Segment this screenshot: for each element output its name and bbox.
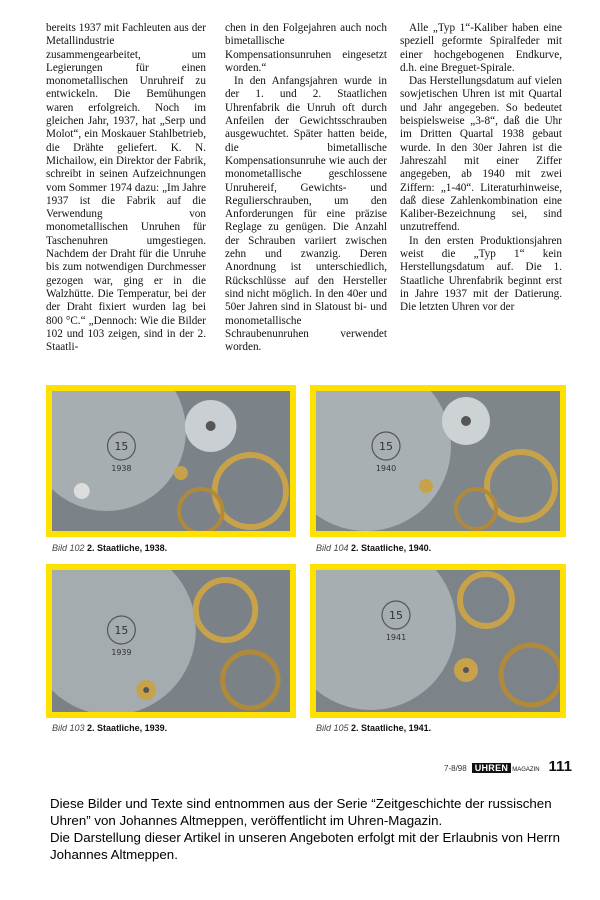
figure-number: Bild 105 [316, 723, 349, 733]
watch-movement-image [52, 570, 290, 712]
page-number: 111 [548, 758, 572, 775]
figure-number: Bild 104 [316, 543, 349, 553]
article-paragraph: chen in den Folgejahren auch noch bimetallische Kompensationsunruhen eingesetzt worden.“ [225, 22, 387, 74]
note-line: Die Darstellung dieser Artikel in unseren Angeboten erfolgt mit der Erlaubnis von Herrn Johannes Altmeppen. [50, 830, 560, 862]
article-paragraph: Das Herstellungsdatum auf vielen sowjetischen Uhren ist mit Quartal und Jahr angegeben. So bedeutet beispielsweise „3-8“, daß die Uhr im Dritten Quartal 1938 gebaut wurde. In den 30er Jahren ist die Jahreszahl mit einer Ziffer angegeben, ab 1940 mit zwei Ziffern: „1-40“. Literaturhinweise, daß diese Zahlenkombination eine Kaliber-Bezeichnung sei, sind unzutreffend. [400, 75, 562, 234]
article-column-1 [46, 22, 206, 354]
article-paragraph: In den ersten Produktionsjahren weist die „Typ 1“ kein Herstellungsdatum auf. Die 1. Staatliche Uhrenfabrik beginnt erst in Jahre 1937 mit der Datierung. Die letzten Uhren vor der [400, 234, 562, 314]
photo-bild-104 [310, 385, 566, 537]
caption-bild-102 [52, 543, 167, 553]
page-footer [444, 758, 572, 775]
figure-caption: 2. Staatliche, 1940. [351, 543, 432, 553]
figure-caption: 2. Staatliche, 1938. [87, 543, 168, 553]
svg-text:15: 15 [379, 440, 393, 453]
figure-number: Bild 102 [52, 543, 85, 553]
magazine-logo-suffix: MAGAZIN [512, 767, 540, 773]
stamp-year: 1941 [385, 633, 407, 642]
caption-bild-103 [52, 723, 167, 733]
article-column-2 [225, 22, 387, 354]
figure-caption: 2. Staatliche, 1939. [87, 723, 168, 733]
caption-bild-104 [316, 543, 431, 553]
magazine-logo: UHREN [472, 763, 512, 773]
attribution-note [50, 795, 570, 863]
photo-bild-103 [46, 564, 296, 718]
article-paragraph: Alle „Typ 1“-Kaliber haben eine speziell geformte Spiralfeder mit einer hochgebogenen Endkurve, d.h. eine Breguet-Spirale. [400, 22, 562, 74]
watch-movement-image [316, 391, 560, 531]
svg-text:15: 15 [114, 439, 129, 454]
watch-movement-image [52, 391, 290, 531]
stamp-year: 1938 [111, 463, 132, 474]
article-paragraph: In den Anfangsjahren wurde in der 1. und 2. Staatlichen Uhrenfabrik die Unruh oft durch Anfeilen der Gewichtsschrauben ausgewuchtet. Später hatten beide, die bimetallische Kompensationsunruhe wie auch der monometallische geschlossene Unruhereif, Gewichts- und Regulierschrauben, um den Anforderungen für eine präzise Reglage zu genügen. Die Anzahl der Schrauben variiert zwischen zehn und zwanzig. Deren Anordnung ist unterschiedlich, Rückschlüsse auf den Hersteller sind nicht möglich. In den 40er und 50er Jahren sind in Slatoust bi- und monometallische Schraubenunruhen verwendet worden. [225, 75, 387, 354]
stamp-year: 1940 [375, 464, 397, 473]
caption-bild-105 [316, 723, 431, 733]
note-line: Diese Bilder und Texte sind entnommen aus der Serie “Zeitgeschichte der russischen Uhren” von Johannes Altmeppen, veröffentlicht im Uhren-Magazin. [50, 796, 552, 828]
figure-caption: 2. Staatliche, 1941. [351, 723, 432, 733]
issue-number: 7-8/98 [444, 764, 467, 773]
photo-bild-105 [310, 564, 566, 718]
svg-text:15: 15 [114, 623, 129, 638]
figure-number: Bild 103 [52, 723, 85, 733]
stamp-year: 1939 [111, 647, 132, 658]
photo-bild-102 [46, 385, 296, 537]
svg-text:15: 15 [389, 609, 403, 622]
article-paragraph: bereits 1937 mit Fachleuten aus der Metallindustrie zusammengearbeitet, um Legierungen für einen monometallischen Unruhreif zu entwickeln. Die Bemühungen waren erfolgreich. Noch im gleichen Jahr, 1937, hat „Serp und Molot“, ein Moskauer Stahlbetrieb, die Drähte geliefert. K. N. Michailow, ein Direktor der Fabrik, schreibt in seinen Aufzeichnungen vom Sommer 1974 dazu: „Im Jahre 1937 ist die Fabrik auf die Verwendung von monometallischen Unruhen für Taschenuhren umgestiegen. Nachdem der Draht für die Unruhe bis zum notwendigen Durchmesser gezogen war, ging er in die Walzhütte. Die Temperatur, bei der der Draht fixiert wurden lag bei 800 °C.“ „Dennoch: Wie die Bilder 102 und 103 zeigen, sind in der 2. Staatli- [46, 22, 206, 354]
article-column-3 [400, 22, 562, 315]
watch-movement-image [316, 570, 560, 712]
